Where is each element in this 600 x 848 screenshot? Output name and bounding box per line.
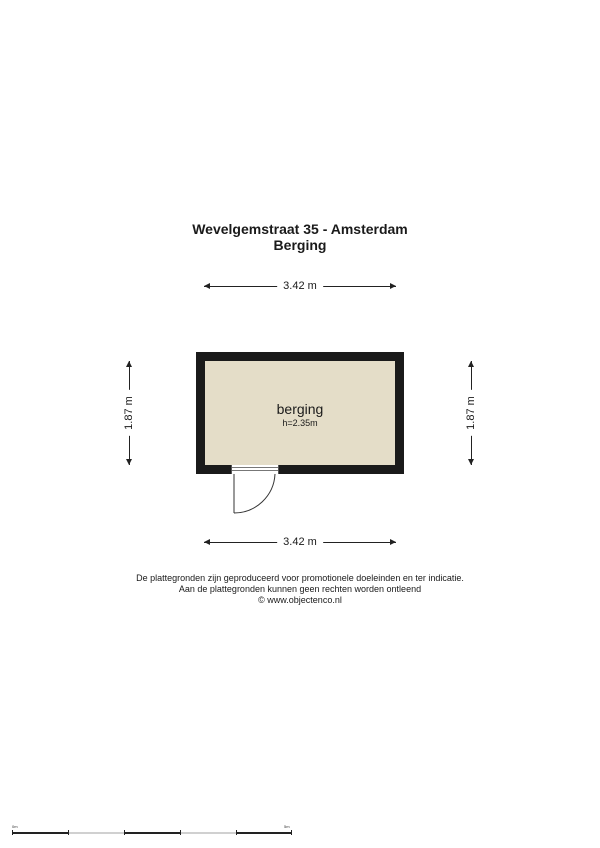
top-width-dimension bbox=[204, 280, 396, 292]
arrow-down-icon bbox=[126, 459, 132, 465]
copyright-line: © www.objectenco.nl bbox=[258, 595, 342, 605]
room-walls bbox=[196, 352, 404, 474]
top-width-label: 3.42 m bbox=[277, 280, 323, 292]
scale-tick bbox=[236, 830, 237, 835]
arrow-up-icon bbox=[126, 361, 132, 367]
arrow-left-icon bbox=[204, 283, 210, 289]
bottom-width-label: 3.42 m bbox=[277, 536, 323, 548]
disclaimer-line-2: Aan de plattegronden kunnen geen rechten worden ontleend bbox=[178, 584, 422, 594]
room-height: h=2.35m bbox=[282, 418, 318, 428]
scale-segment bbox=[12, 832, 68, 834]
left-depth-label: 1.87 m bbox=[123, 390, 135, 436]
scale-tick bbox=[12, 830, 13, 835]
door-arc bbox=[234, 474, 275, 513]
room-floor bbox=[205, 361, 395, 465]
arrow-right-icon bbox=[390, 539, 396, 545]
scale-start-label: 0m bbox=[12, 824, 18, 829]
right-depth-label: 1.87 m bbox=[465, 390, 477, 436]
door-swing-icon bbox=[228, 470, 284, 520]
arrow-up-icon bbox=[468, 361, 474, 367]
page-title: Wevelgemstraat 35 - Amsterdam bbox=[192, 221, 408, 237]
scale-segment bbox=[68, 832, 124, 834]
arrow-right-icon bbox=[390, 283, 396, 289]
scale-segment bbox=[180, 832, 236, 834]
bottom-width-dimension bbox=[204, 536, 396, 548]
scale-segment bbox=[124, 832, 180, 834]
scale-tick bbox=[291, 830, 292, 835]
right-depth-dimension bbox=[465, 361, 477, 465]
scale-segment bbox=[236, 832, 292, 834]
scale-tick bbox=[68, 830, 69, 835]
scale-tick bbox=[180, 830, 181, 835]
scale-tick bbox=[124, 830, 125, 835]
left-depth-dimension bbox=[123, 361, 135, 465]
scale-end-label: 5m bbox=[284, 824, 290, 829]
scale-bar bbox=[12, 822, 292, 838]
arrow-left-icon bbox=[204, 539, 210, 545]
floor-title: Berging bbox=[273, 237, 327, 253]
room-name: berging bbox=[276, 401, 324, 417]
arrow-down-icon bbox=[468, 459, 474, 465]
disclaimer-line-1: De plattegronden zijn geproduceerd voor promotionele doeleinden en ter indicatie. bbox=[136, 573, 464, 583]
door-sill-line bbox=[232, 467, 278, 468]
